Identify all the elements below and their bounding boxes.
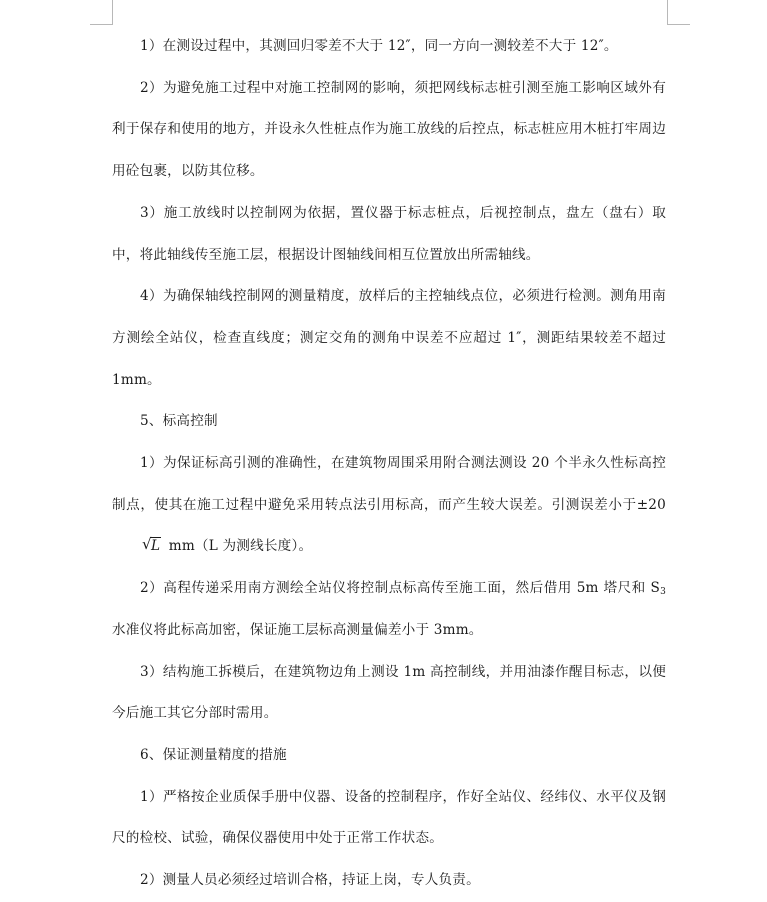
paragraph — [112, 568, 666, 651]
paragraph: 2）为避免施工过程中对施工控制网的影响，须把网线标志桩引测至施工影响区域外有利于保存和使用的地方，并设永久性桩点作为施工放线的后控点，标志桩应用木桩打牢周边用砼包裹，以防其位移。 — [112, 79, 666, 180]
subscript: 3 — [660, 587, 666, 598]
paragraph: 2）测量人员必须经过培训合格，持证上岗，专人负责。 — [140, 872, 480, 889]
paragraph: 4）为确保轴线控制网的测量精度，放样后的主控轴线点位，必须进行检测。测角用南方测绘全站仪，检查直线度；测定交角的测角中误差不应超过 1″，测距结果较差不超过 1mm。 — [112, 288, 666, 388]
paragraph-text: mm（L 为测线长度）。 — [164, 538, 313, 555]
paragraph: 3）结构施工拆模后，在建筑物边角上测设 1m 高控制线，并用油漆作醒目标志，以便今后施工其它分部时需用。 — [112, 663, 666, 722]
section-heading: 5、标高控制 — [140, 413, 218, 430]
paragraph-text: 1）为保证标高引测的准确性，在建筑物周围采用附合测法测设 20 个半永久性标高控制点，使其在施工过程中避免采用转点法引用标高，而产生较大误差。引测误差小于± — [112, 455, 666, 513]
paragraph: 1）在测设过程中，其测回归零差不大于 12″，同一方向一测较差不大于 12″。 — [140, 38, 618, 54]
document-page — [112, 26, 666, 902]
paragraph: 1）严格按企业质保手册中仪器、设备的控制程序，作好全站仪、经纬仪、水平仪及钢尺的检校、试验，确保仪器使用中处于正常工作状态。 — [112, 788, 666, 847]
formula-coefficient: 20 — [648, 496, 666, 513]
paragraph-text: 2）高程传递采用南方测绘全站仪将控制点标高传至施工面，然后借用 5m 塔尺和 S — [140, 580, 661, 597]
page-corner-mark-right — [667, 0, 690, 25]
page-corner-mark-left — [90, 0, 113, 25]
radical-sign: √ — [142, 535, 152, 554]
formula-variable: L — [151, 538, 161, 555]
paragraph-text: 水准仪将此标高加密，保证施工层标高测量偏差小于 3mm。 — [112, 621, 483, 638]
paragraph: 3）施工放线时以控制网为依据，置仪器于标志桩点，后视控制点，盘左（盘右）取中，将此轴线传至施工层，根据设计图轴线间相互位置放出所需轴线。 — [112, 204, 666, 263]
section-heading: 6、保证测量精度的措施 — [140, 746, 287, 763]
paragraph — [112, 443, 666, 568]
sqrt-formula — [114, 526, 161, 568]
